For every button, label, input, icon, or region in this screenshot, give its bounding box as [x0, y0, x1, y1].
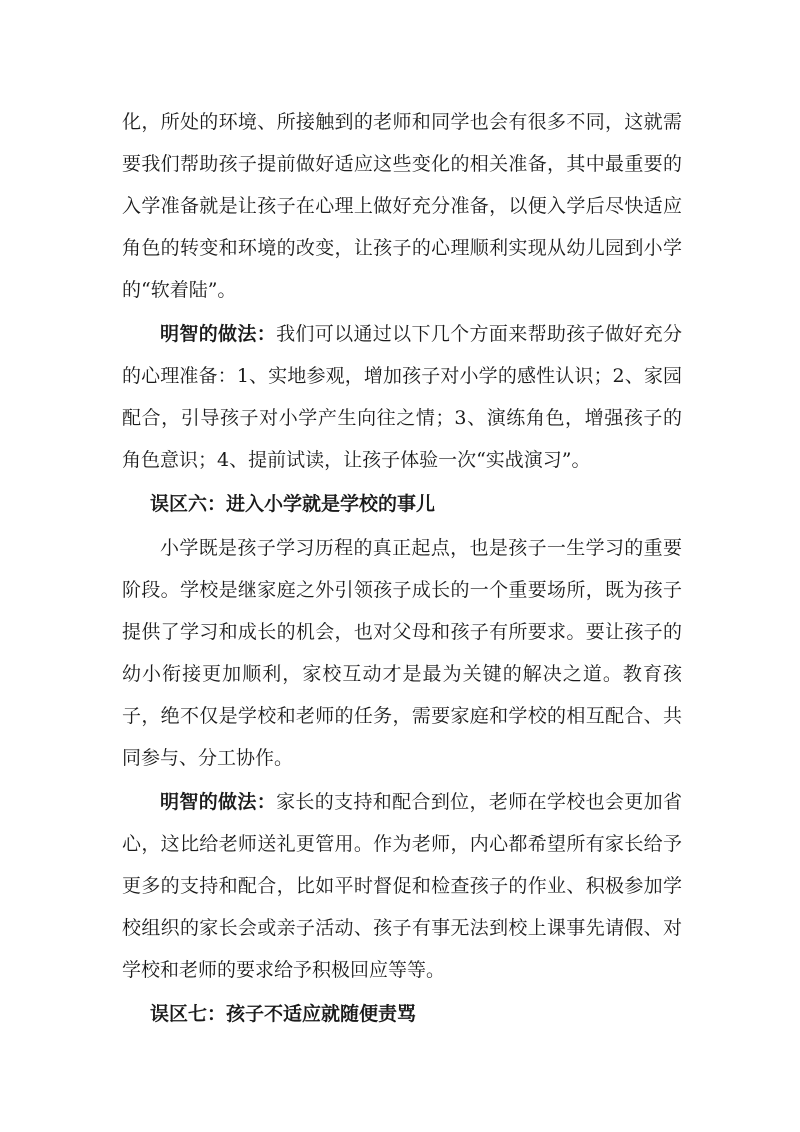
body-paragraph: 小学既是孩子学习历程的真正起点，也是孩子一生学习的重要阶段。学校是继家庭之外引领孩子成长的一个重要场所，既为孩子提供了学习和成长的机会，也对父母和孩子有所要求。要让孩子的幼小衔接更加顺利，家校互动才是最为关键的解决之道。教育孩子，绝不仅是学校和老师的任务，需要家庭和学校的相互配合、共同参与、分工协作。	[122, 537, 682, 769]
method-text: 我们可以通过以下几个方面来帮助孩子做好充分的心理准备：1、实地参观，增加孩子对小学的感性认识；2、家园配合，引导孩子对小学产生向往之情；3、演练角色，增强孩子的角色意识；4、提前试读，让孩子体验一次“实战演习”。	[122, 323, 682, 471]
paragraph-continuation: 化，所处的环境、所接触到的老师和同学也会有很多不同，这就需要我们帮助孩子提前做好适应这些变化的相关准备，其中最重要的入学准备就是让孩子在心理上做好充分准备，以便入学后尽快适应角色的转变和环境的改变，让孩子的心理顺利实现从幼儿园到小学的“软着陆”。	[122, 111, 682, 301]
section-heading-misconception-7: 误区七：孩子不适应就随便责骂	[150, 1003, 417, 1025]
method-paragraph-2	[122, 781, 682, 991]
method-text: 家长的支持和配合到位，老师在学校也会更加省心，这比给老师送礼更管用。作为老师，内心都希望所有家长给予更多的支持和配合，比如平时督促和检查孩子的作业、积极参加学校组织的家长会或亲子活动、孩子有事无法到校上课事先请假、对学校和老师的要求给予积极回应等等。	[122, 791, 682, 981]
method-lead-label: 明智的做法：	[160, 323, 277, 345]
method-paragraph-1	[122, 313, 682, 481]
method-lead-label: 明智的做法：	[160, 791, 277, 813]
document-body	[122, 101, 682, 1035]
section-heading-misconception-6: 误区六：进入小学就是学校的事儿	[150, 493, 436, 515]
